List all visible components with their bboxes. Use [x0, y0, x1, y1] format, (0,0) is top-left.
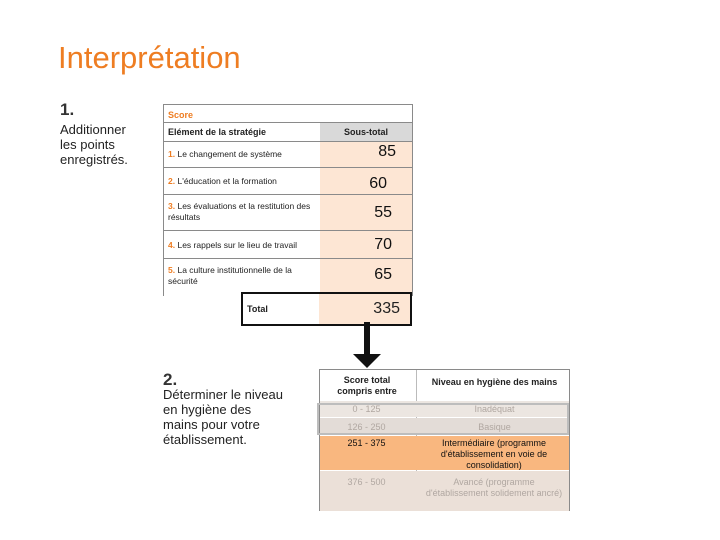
- subtotal-value: 70: [374, 236, 392, 253]
- score-range: 376 - 500: [347, 477, 386, 487]
- step-2-number: 2.: [163, 370, 178, 389]
- levels-table: [319, 369, 570, 511]
- page-title: Interprétation: [58, 40, 241, 75]
- column-header-strategy: Elément de la stratégie: [168, 127, 267, 137]
- arrow-head-icon: [353, 354, 381, 368]
- score-range: 0 - 125: [352, 404, 381, 414]
- total-value: 335: [373, 300, 400, 317]
- column-header-subtotal: Sous-total: [320, 123, 412, 142]
- score-table: [163, 104, 413, 296]
- level-row: [320, 471, 569, 511]
- strategy-item: [168, 265, 318, 287]
- subtotal-value: 85: [378, 143, 396, 160]
- score-range: 126 - 250: [347, 422, 386, 432]
- score-range: 251 - 375: [347, 438, 386, 448]
- column-header-score-range: Score total compris entre: [337, 375, 397, 396]
- strategy-item: [168, 201, 318, 223]
- strategy-item: [168, 240, 297, 251]
- level-name: Intermédiaire (programme d'établissement en voie de consolidation): [440, 438, 548, 470]
- total-box: [241, 292, 412, 326]
- level-name: Basique: [478, 422, 511, 432]
- item-number: 2.: [168, 176, 176, 186]
- level-name: Avancé (programme d'établissement solidement ancré): [425, 477, 563, 498]
- total-label: Total: [247, 304, 268, 314]
- item-label: L'éducation et la formation: [177, 176, 277, 186]
- subtotal-value: 55: [374, 204, 392, 221]
- total-value-cell: [319, 294, 410, 324]
- highlight-frame: [317, 403, 569, 435]
- item-label: La culture institutionnelle de la sécurité: [168, 265, 292, 286]
- strategy-item: [168, 176, 277, 187]
- subtotal-value: 65: [374, 266, 392, 283]
- subtotal-value: 60: [369, 175, 387, 192]
- item-label: Le changement de système: [177, 149, 282, 159]
- item-label: Les évaluations et la restitution des résultats: [168, 201, 311, 222]
- step-1-text: Additionner les points enregistrés.: [60, 122, 128, 167]
- step-1-number: 1.: [60, 100, 75, 119]
- level-name: Inadéquat: [474, 404, 515, 414]
- arrow-down-icon: [364, 322, 370, 358]
- level-row-highlighted: [320, 436, 569, 470]
- item-label: Les rappels sur le lieu de travail: [177, 240, 298, 250]
- item-number: 5.: [168, 265, 176, 275]
- step-2-text: Déterminer le niveau en hygiène des mains pour votre établissement.: [163, 387, 283, 447]
- score-heading: Score: [168, 110, 194, 120]
- item-number: 1.: [168, 149, 176, 159]
- item-number: 4.: [168, 240, 176, 250]
- item-number: 3.: [168, 201, 176, 211]
- strategy-item: [168, 149, 282, 160]
- column-header-level: Niveau en hygiène des mains: [431, 377, 558, 387]
